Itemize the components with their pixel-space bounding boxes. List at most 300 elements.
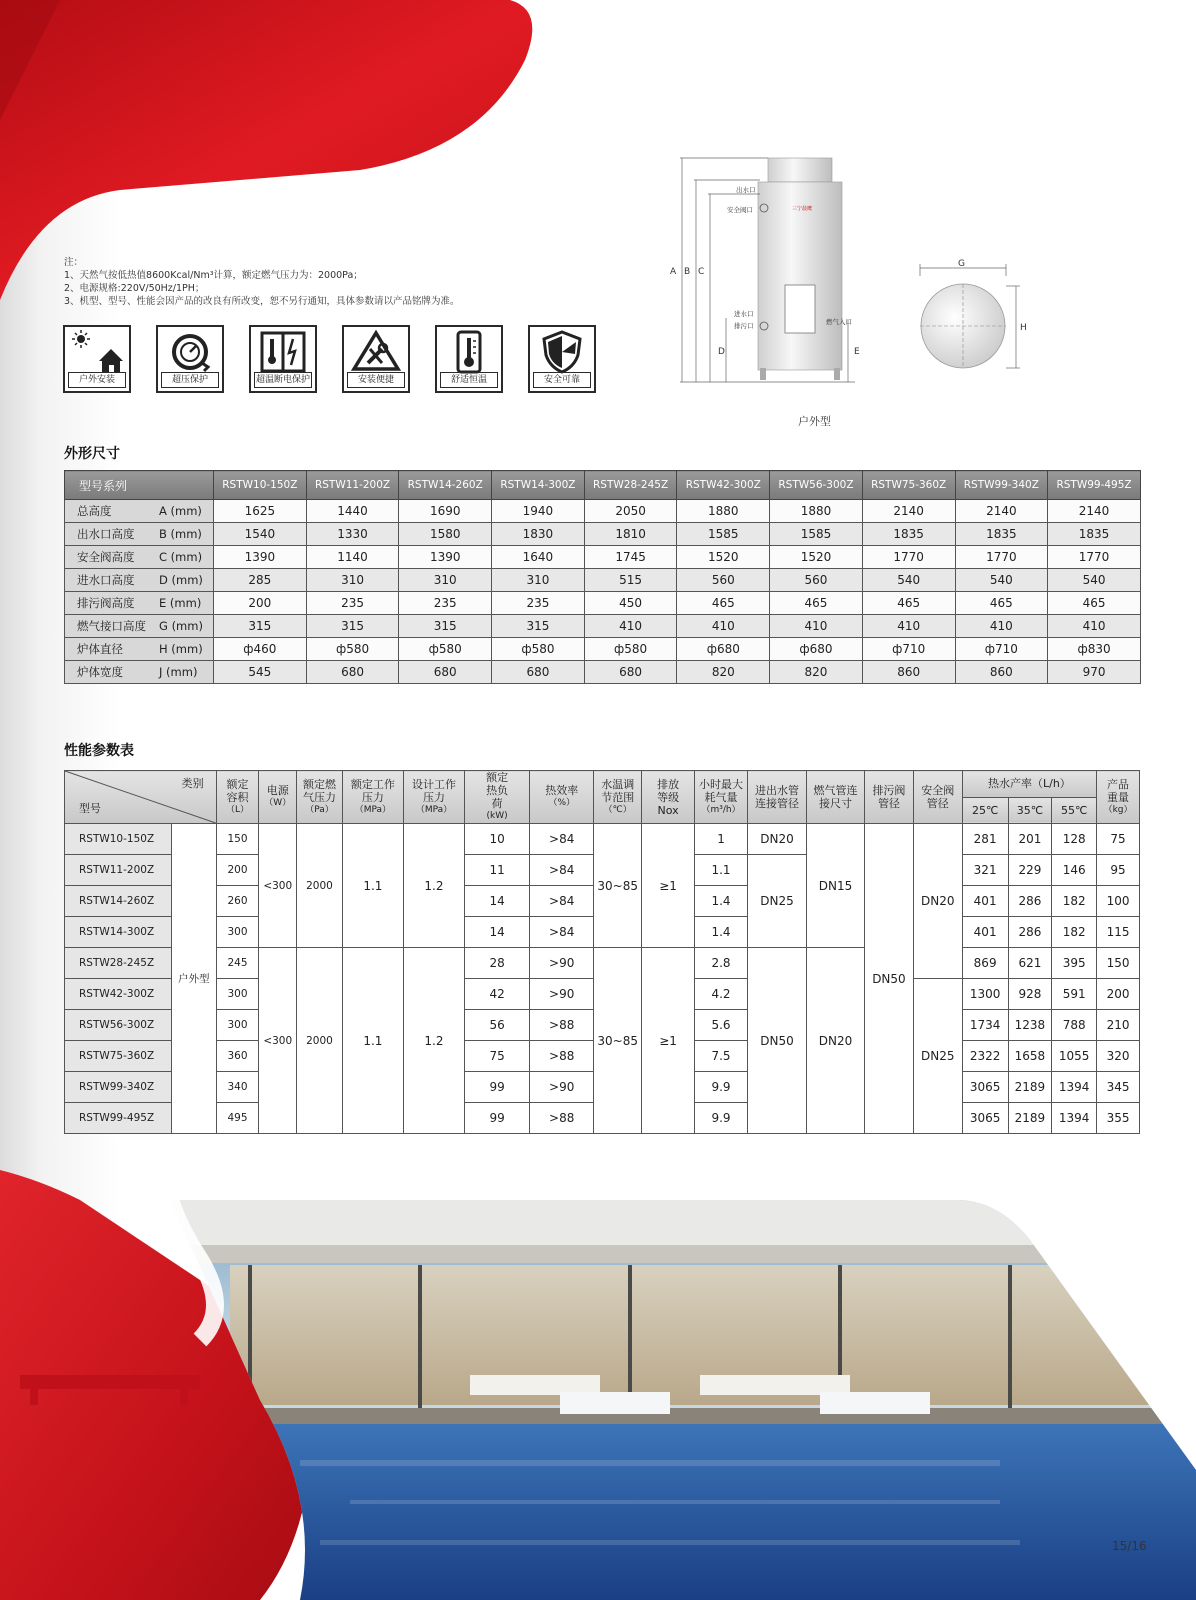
table-cell: 1835 xyxy=(955,523,1048,546)
table-cell: 235 xyxy=(399,592,492,615)
weight-cell: 115 xyxy=(1097,917,1140,948)
row-label xyxy=(65,638,214,661)
emission-cell: ≥1 xyxy=(642,824,695,948)
brand-logo-text: 三宁晨鹰 xyxy=(792,206,813,212)
table-cell: 1390 xyxy=(214,546,307,569)
gas-consumption-cell: 7.5 xyxy=(695,1041,748,1072)
dim-letter-d: D xyxy=(718,347,725,357)
capacity-cell: 340 xyxy=(216,1072,259,1103)
column-header: RSTW14-260Z xyxy=(399,471,492,500)
feature-comfort-temp xyxy=(435,325,503,393)
gas-pipe-cell: DN15 xyxy=(807,824,865,948)
dimensions-table xyxy=(64,470,1141,684)
emission-cell: ≥1 xyxy=(642,948,695,1134)
table-cell: 285 xyxy=(214,569,307,592)
table-cell: 1540 xyxy=(214,523,307,546)
feature-label: 超压保护 xyxy=(161,372,219,388)
table-cell: 450 xyxy=(584,592,677,615)
label-safety-valve: 安全阀口 xyxy=(727,206,753,214)
table-cell: 1390 xyxy=(399,546,492,569)
hot-water-55-cell: 182 xyxy=(1052,917,1097,948)
table-header-row xyxy=(65,771,1140,798)
weight-cell: 345 xyxy=(1097,1072,1140,1103)
row-label-text: 燃气接口高度 xyxy=(77,619,146,633)
row-label-text: 出水口高度 xyxy=(77,527,135,541)
row-label xyxy=(65,615,214,638)
table-row xyxy=(65,523,1141,546)
row-label-text: 进水口高度 xyxy=(77,573,135,587)
hot-water-35-cell: 621 xyxy=(1008,948,1052,979)
efficiency-cell: >88 xyxy=(530,1010,594,1041)
table-cell: 465 xyxy=(955,592,1048,615)
model-cell: RSTW10-150Z xyxy=(65,824,172,855)
weight-cell: 320 xyxy=(1097,1041,1140,1072)
power-cell: <300 xyxy=(259,948,297,1134)
table-cell: 2140 xyxy=(862,500,955,523)
hot-water-35-cell: 1658 xyxy=(1008,1041,1052,1072)
gas-consumption-cell: 1 xyxy=(695,824,748,855)
table-cell: 970 xyxy=(1048,661,1141,684)
corner-header xyxy=(65,771,217,824)
table-row xyxy=(65,569,1141,592)
performance-title: 性能参数表 xyxy=(64,743,134,759)
weight-cell: 95 xyxy=(1097,855,1140,886)
table-cell: 860 xyxy=(955,661,1048,684)
table-cell: 465 xyxy=(677,592,770,615)
table-cell: 545 xyxy=(214,661,307,684)
note-line: 1、天然气按低热值8600Kcal/Nm³计算，额定燃气压力为：2000Pa； xyxy=(64,270,363,281)
table-cell: 540 xyxy=(955,569,1048,592)
heat-load-cell: 11 xyxy=(465,855,530,886)
thermometer-icon xyxy=(437,327,501,375)
feature-label: 安装便捷 xyxy=(347,372,405,388)
water-pipe-cell: DN50 xyxy=(747,948,806,1134)
heat-load-cell: 10 xyxy=(465,824,530,855)
table-cell: 1940 xyxy=(492,500,585,523)
row-symbol: G (mm) xyxy=(159,619,203,633)
hot-water-55-cell: 591 xyxy=(1052,979,1097,1010)
t55-header: 55℃ xyxy=(1052,797,1097,824)
work-pressure-cell: 1.1 xyxy=(342,824,403,948)
hot-water-35-cell: 229 xyxy=(1008,855,1052,886)
efficiency-cell: >88 xyxy=(530,1041,594,1072)
table-cell: 820 xyxy=(677,661,770,684)
label-gas-inlet: 燃气入口 xyxy=(826,318,852,326)
hot-water-35-cell: 928 xyxy=(1008,979,1052,1010)
table-cell: ф460 xyxy=(214,638,307,661)
feature-safe-reliable xyxy=(528,325,596,393)
row-label xyxy=(65,523,214,546)
capacity-cell: 200 xyxy=(216,855,259,886)
notes xyxy=(64,256,460,308)
weight-cell: 210 xyxy=(1097,1010,1140,1041)
table-cell: 235 xyxy=(492,592,585,615)
dim-letter-h: H xyxy=(1020,323,1027,333)
hot-water-25-cell: 3065 xyxy=(962,1072,1008,1103)
capacity-cell: 300 xyxy=(216,979,259,1010)
table-cell: 315 xyxy=(214,615,307,638)
table-cell: 1625 xyxy=(214,500,307,523)
heat-load-cell: 99 xyxy=(465,1103,530,1134)
table-cell: 1585 xyxy=(677,523,770,546)
safety-valve-cell: DN25 xyxy=(913,979,962,1134)
heat-load-cell: 14 xyxy=(465,917,530,948)
water-pipe-cell: DN20 xyxy=(747,824,806,855)
table-cell: 310 xyxy=(399,569,492,592)
gas-consumption-cell: 2.8 xyxy=(695,948,748,979)
table-cell: 410 xyxy=(770,615,863,638)
safety-valve-cell: DN20 xyxy=(913,824,962,979)
table-cell: 410 xyxy=(862,615,955,638)
shield-icon xyxy=(530,327,594,375)
table-row xyxy=(65,824,1140,855)
table-row xyxy=(65,546,1141,569)
table-cell: 410 xyxy=(584,615,677,638)
table-cell: 465 xyxy=(862,592,955,615)
work-pressure-header: 额定工作压力 （MPa） xyxy=(342,771,403,824)
heat-load-cell: 75 xyxy=(465,1041,530,1072)
design-pressure-header: 设计工作压力 （MPa） xyxy=(403,771,464,824)
label-outlet: 出水口 xyxy=(736,186,756,194)
notes-heading: 注： xyxy=(64,257,84,268)
label-inlet: 进水口 xyxy=(734,310,754,318)
column-header: RSTW56-300Z xyxy=(770,471,863,500)
table-cell: 560 xyxy=(677,569,770,592)
hot-water-25-cell: 321 xyxy=(962,855,1008,886)
gas-consumption-header: 小时最大耗气量 （m³/h） xyxy=(695,771,748,824)
row-symbol: E (mm) xyxy=(159,596,202,610)
table-cell: ф710 xyxy=(955,638,1048,661)
table-cell: 410 xyxy=(1048,615,1141,638)
column-header: RSTW75-360Z xyxy=(862,471,955,500)
sun-house-icon xyxy=(65,327,129,375)
row-label xyxy=(65,661,214,684)
heat-load-cell: 99 xyxy=(465,1072,530,1103)
column-header: RSTW14-300Z xyxy=(492,471,585,500)
model-cell: RSTW11-200Z xyxy=(65,855,172,886)
column-header: RSTW11-200Z xyxy=(306,471,399,500)
row-label-text: 排污阀高度 xyxy=(77,596,135,610)
row-symbol: A (mm) xyxy=(159,504,202,518)
hot-water-35-cell: 201 xyxy=(1008,824,1052,855)
table-cell: 315 xyxy=(492,615,585,638)
diagram-caption: 户外型 xyxy=(798,415,831,428)
temperature-cutoff-icon xyxy=(251,327,315,375)
hot-water-25-cell: 1300 xyxy=(962,979,1008,1010)
gas-pressure-cell: 2000 xyxy=(297,824,343,948)
emission-header: 排放等级 Nox xyxy=(642,771,695,824)
table-cell: 515 xyxy=(584,569,677,592)
row-label-text: 炉体直径 xyxy=(77,642,123,656)
table-cell: 2140 xyxy=(955,500,1048,523)
hot-water-25-cell: 281 xyxy=(962,824,1008,855)
heat-load-cell: 14 xyxy=(465,886,530,917)
table-cell: 1770 xyxy=(862,546,955,569)
hot-water-55-cell: 182 xyxy=(1052,886,1097,917)
page-number: 15/16 xyxy=(1112,1539,1147,1553)
design-pressure-cell: 1.2 xyxy=(403,824,464,948)
hot-water-35-cell: 286 xyxy=(1008,917,1052,948)
hot-water-55-cell: 146 xyxy=(1052,855,1097,886)
note-line: 3、机型、型号、性能会因产品的改良有所改变，恕不另行通知，具体参数请以产品铭牌为准。 xyxy=(64,296,460,307)
category-cell: 户外型 xyxy=(171,824,216,1134)
dimensions-title: 外形尺寸 xyxy=(64,446,120,462)
table-cell: 310 xyxy=(492,569,585,592)
temp-range-cell: 30~85 xyxy=(594,824,642,948)
row-label xyxy=(65,592,214,615)
hot-water-25-cell: 2322 xyxy=(962,1041,1008,1072)
table-cell: 1880 xyxy=(770,500,863,523)
table-cell: 465 xyxy=(1048,592,1141,615)
table-cell: 820 xyxy=(770,661,863,684)
table-cell: 680 xyxy=(584,661,677,684)
table-cell: 1585 xyxy=(770,523,863,546)
row-symbol: C (mm) xyxy=(159,550,203,564)
note-line: 2、电源规格:220V/50Hz/1PH； xyxy=(64,283,205,294)
label-drain: 排污口 xyxy=(734,322,754,330)
capacity-cell: 360 xyxy=(216,1041,259,1072)
table-cell: 1880 xyxy=(677,500,770,523)
heat-load-cell: 28 xyxy=(465,948,530,979)
table-cell: 1770 xyxy=(955,546,1048,569)
power-cell: <300 xyxy=(259,824,297,948)
efficiency-cell: >84 xyxy=(530,886,594,917)
capacity-cell: 495 xyxy=(216,1103,259,1134)
table-cell: 860 xyxy=(862,661,955,684)
table-cell: 1520 xyxy=(677,546,770,569)
table-cell: 1835 xyxy=(1048,523,1141,546)
feature-label: 户外安装 xyxy=(68,372,126,388)
hot-water-35-cell: 286 xyxy=(1008,886,1052,917)
column-header: RSTW28-245Z xyxy=(584,471,677,500)
hot-water-25-cell: 401 xyxy=(962,917,1008,948)
capacity-cell: 260 xyxy=(216,886,259,917)
capacity-header: 额定容积 （L） xyxy=(216,771,259,824)
efficiency-cell: >84 xyxy=(530,855,594,886)
weight-cell: 100 xyxy=(1097,886,1140,917)
table-cell: 200 xyxy=(214,592,307,615)
weight-cell: 150 xyxy=(1097,948,1140,979)
gas-consumption-cell: 9.9 xyxy=(695,1072,748,1103)
safety-valve-header: 安全阀管径 xyxy=(913,771,962,824)
row-label xyxy=(65,546,214,569)
table-header-row xyxy=(65,471,1141,500)
gas-consumption-cell: 1.4 xyxy=(695,917,748,948)
table-cell: 315 xyxy=(399,615,492,638)
gas-pressure-header: 额定燃气压力 （Pa） xyxy=(297,771,343,824)
weight-header: 产品重量 （kg） xyxy=(1097,771,1140,824)
dim-letter-c: C xyxy=(698,267,705,277)
table-cell: 410 xyxy=(955,615,1048,638)
feature-label: 安全可靠 xyxy=(533,372,591,388)
gas-consumption-cell: 4.2 xyxy=(695,979,748,1010)
hot-water-35-cell: 2189 xyxy=(1008,1072,1052,1103)
gas-consumption-cell: 9.9 xyxy=(695,1103,748,1134)
table-cell: 1520 xyxy=(770,546,863,569)
hot-water-55-cell: 395 xyxy=(1052,948,1097,979)
hot-water-header: 热水产率（L/h） xyxy=(962,771,1096,798)
gas-consumption-cell: 1.1 xyxy=(695,855,748,886)
feature-icons xyxy=(63,325,596,393)
hot-water-55-cell: 1394 xyxy=(1052,1072,1097,1103)
capacity-cell: 300 xyxy=(216,1010,259,1041)
capacity-cell: 245 xyxy=(216,948,259,979)
table-cell: 560 xyxy=(770,569,863,592)
table-cell: 1440 xyxy=(306,500,399,523)
work-pressure-cell: 1.1 xyxy=(342,948,403,1134)
table-row xyxy=(65,948,1140,979)
table-row xyxy=(65,638,1141,661)
model-cell: RSTW99-340Z xyxy=(65,1072,172,1103)
column-header: RSTW10-150Z xyxy=(214,471,307,500)
t35-header: 35℃ xyxy=(1008,797,1052,824)
heater-front-diagram xyxy=(670,150,910,400)
dim-letter-b: B xyxy=(684,267,691,277)
table-cell: 540 xyxy=(1048,569,1141,592)
model-cell: RSTW75-360Z xyxy=(65,1041,172,1072)
row-symbol: D (mm) xyxy=(159,573,203,587)
table-cell: 1835 xyxy=(862,523,955,546)
table-cell: ф580 xyxy=(584,638,677,661)
model-cell: RSTW56-300Z xyxy=(65,1010,172,1041)
model-cell: RSTW99-495Z xyxy=(65,1103,172,1134)
category-header: 类别 xyxy=(181,777,204,790)
row-label-text: 炉体宽度 xyxy=(77,665,123,679)
t25-header: 25℃ xyxy=(962,797,1008,824)
table-cell: 680 xyxy=(399,661,492,684)
table-cell: 2140 xyxy=(1048,500,1141,523)
table-cell: ф710 xyxy=(862,638,955,661)
gas-pipe-cell: DN20 xyxy=(807,948,865,1134)
column-header: RSTW99-340Z xyxy=(955,471,1048,500)
table-cell: 465 xyxy=(770,592,863,615)
temp-range-header: 水温调节范围 （℃） xyxy=(594,771,642,824)
table-cell: 1580 xyxy=(399,523,492,546)
table-cell: 1140 xyxy=(306,546,399,569)
heater-top-diagram xyxy=(920,258,1050,388)
efficiency-cell: >90 xyxy=(530,1072,594,1103)
heat-load-header: 额定热负荷 (kW) xyxy=(465,771,530,824)
table-cell: 2050 xyxy=(584,500,677,523)
efficiency-cell: >90 xyxy=(530,948,594,979)
table-cell: 1330 xyxy=(306,523,399,546)
capacity-cell: 150 xyxy=(216,824,259,855)
power-header: 电源 （W） xyxy=(259,771,297,824)
table-cell: 1810 xyxy=(584,523,677,546)
table-cell: 1830 xyxy=(492,523,585,546)
row-symbol: H (mm) xyxy=(159,642,203,656)
hot-water-35-cell: 2189 xyxy=(1008,1103,1052,1134)
table-cell: ф830 xyxy=(1048,638,1141,661)
temp-range-cell: 30~85 xyxy=(594,948,642,1134)
row-symbol: B (mm) xyxy=(159,527,202,541)
hot-water-35-cell: 1238 xyxy=(1008,1010,1052,1041)
table-cell: 1640 xyxy=(492,546,585,569)
efficiency-cell: >90 xyxy=(530,979,594,1010)
row-label xyxy=(65,569,214,592)
table-cell: 1690 xyxy=(399,500,492,523)
table-row xyxy=(65,592,1141,615)
gas-pressure-cell: 2000 xyxy=(297,948,343,1134)
table-row xyxy=(65,615,1141,638)
table-cell: 680 xyxy=(306,661,399,684)
column-header: RSTW42-300Z xyxy=(677,471,770,500)
gas-pipe-header: 燃气管连接尺寸 xyxy=(807,771,865,824)
feature-outdoor-install xyxy=(63,325,131,393)
efficiency-cell: >84 xyxy=(530,917,594,948)
model-cell: RSTW42-300Z xyxy=(65,979,172,1010)
dim-letter-a: A xyxy=(670,267,677,277)
weight-cell: 355 xyxy=(1097,1103,1140,1134)
dim-letter-g: G xyxy=(958,259,965,269)
feature-overpressure xyxy=(156,325,224,393)
table-cell: 1770 xyxy=(1048,546,1141,569)
table-cell: 680 xyxy=(492,661,585,684)
feature-label: 舒适恒温 xyxy=(440,372,498,388)
table-cell: ф580 xyxy=(492,638,585,661)
efficiency-cell: >84 xyxy=(530,824,594,855)
hot-water-25-cell: 1734 xyxy=(962,1010,1008,1041)
feature-overtemp-cutoff xyxy=(249,325,317,393)
feature-label: 超温断电保护 xyxy=(254,372,312,388)
capacity-cell: 300 xyxy=(216,917,259,948)
model-cell: RSTW14-300Z xyxy=(65,917,172,948)
table-cell: 315 xyxy=(306,615,399,638)
weight-cell: 75 xyxy=(1097,824,1140,855)
hot-water-55-cell: 128 xyxy=(1052,824,1097,855)
table-row xyxy=(65,500,1141,523)
row-symbol: J (mm) xyxy=(159,665,198,679)
table-cell: ф580 xyxy=(306,638,399,661)
drain-valve-header: 排污阀管径 xyxy=(865,771,914,824)
table-cell: 310 xyxy=(306,569,399,592)
table-cell: 410 xyxy=(677,615,770,638)
pressure-gauge-icon xyxy=(158,327,222,375)
feature-easy-install xyxy=(342,325,410,393)
row-label-text: 安全阀高度 xyxy=(77,550,135,564)
wrench-warning-icon xyxy=(344,327,408,375)
header-label: 型号系列 xyxy=(65,471,214,500)
gas-consumption-cell: 1.4 xyxy=(695,886,748,917)
model-cell: RSTW28-245Z xyxy=(65,948,172,979)
hot-water-25-cell: 401 xyxy=(962,886,1008,917)
model-cell: RSTW14-260Z xyxy=(65,886,172,917)
row-label-text: 总高度 xyxy=(77,504,112,518)
dim-letter-e: E xyxy=(854,347,860,357)
model-header: 型号 xyxy=(79,802,101,815)
gas-consumption-cell: 5.6 xyxy=(695,1010,748,1041)
performance-table xyxy=(64,770,1140,1134)
water-pipe-header: 进出水管连接管径 xyxy=(747,771,806,824)
hot-water-25-cell: 3065 xyxy=(962,1103,1008,1134)
efficiency-cell: >88 xyxy=(530,1103,594,1134)
table-cell: 540 xyxy=(862,569,955,592)
table-cell: ф680 xyxy=(677,638,770,661)
table-row xyxy=(65,661,1141,684)
table-cell: 235 xyxy=(306,592,399,615)
table-cell: ф580 xyxy=(399,638,492,661)
weight-cell: 200 xyxy=(1097,979,1140,1010)
table-cell: ф680 xyxy=(770,638,863,661)
table-cell: 1745 xyxy=(584,546,677,569)
hot-water-55-cell: 1394 xyxy=(1052,1103,1097,1134)
column-header: RSTW99-495Z xyxy=(1048,471,1141,500)
hot-water-25-cell: 869 xyxy=(962,948,1008,979)
row-label xyxy=(65,500,214,523)
hot-water-55-cell: 1055 xyxy=(1052,1041,1097,1072)
drain-valve-cell: DN50 xyxy=(865,824,914,1134)
design-pressure-cell: 1.2 xyxy=(403,948,464,1134)
